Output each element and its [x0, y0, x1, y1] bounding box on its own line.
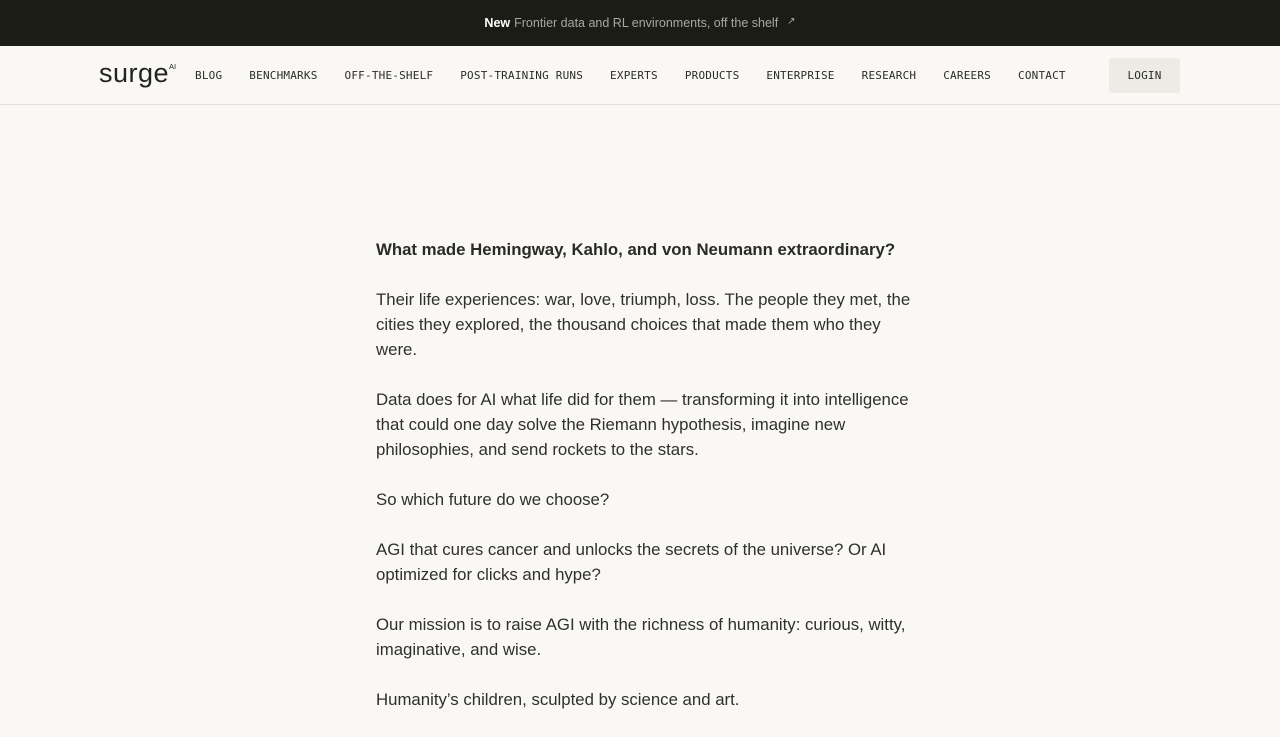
- external-link-icon: ↗: [787, 15, 796, 27]
- nav-link-products[interactable]: PRODUCTS: [684, 69, 740, 82]
- paragraph: So which future do we choose?: [376, 490, 610, 509]
- surge-ai-logo[interactable]: [99, 58, 177, 89]
- nav-link-benchmarks[interactable]: BENCHMARKS: [249, 69, 318, 82]
- main-nav: [195, 46, 1093, 105]
- nav-link-experts[interactable]: EXPERTS: [610, 69, 658, 82]
- announcement-bar[interactable]: [0, 0, 1280, 46]
- site-header: [0, 46, 1280, 105]
- lead-question: What made Hemingway, Kahlo, and von Neumann extraordinary?: [376, 240, 896, 259]
- paragraph: Our mission is to raise AGI with the richness of humanity: curious, witty, imaginative, and wise.: [376, 615, 906, 659]
- nav-link-enterprise[interactable]: ENTERPRISE: [766, 69, 835, 82]
- nav-link-blog[interactable]: BLOG: [195, 69, 223, 82]
- login-button[interactable]: LOGIN: [1109, 58, 1180, 93]
- logo-super: AI: [168, 62, 177, 71]
- nav-link-careers[interactable]: CAREERS: [943, 69, 991, 82]
- paragraph: Data does for AI what life did for them — transforming it into intelligence that could one day solve the Riemann hypothesis, imagine new philosophies, and send rockets to the stars.: [376, 390, 909, 459]
- announcement-badge: New: [484, 16, 511, 30]
- paragraph: AGI that cures cancer and unlocks the secrets of the universe? Or AI optimized for clicks and hype?: [376, 540, 887, 584]
- nav-link-contact[interactable]: CONTACT: [1018, 69, 1066, 82]
- nav-link-research[interactable]: RESEARCH: [861, 69, 917, 82]
- announcement-text: Frontier data and RL environments, off the shelf: [514, 16, 779, 30]
- nav-link-off-the-shelf[interactable]: OFF-THE-SHELF: [344, 69, 434, 82]
- paragraph: Humanity’s children, sculpted by science and art.: [376, 690, 740, 709]
- nav-link-post-training-runs[interactable]: POST-TRAINING RUNS: [460, 69, 584, 82]
- paragraph: Their life experiences: war, love, triumph, loss. The people they met, the cities they explored, the thousand choices that made them who they were.: [376, 290, 911, 359]
- logo-text: surge: [99, 58, 170, 88]
- mission-text: [376, 237, 916, 737]
